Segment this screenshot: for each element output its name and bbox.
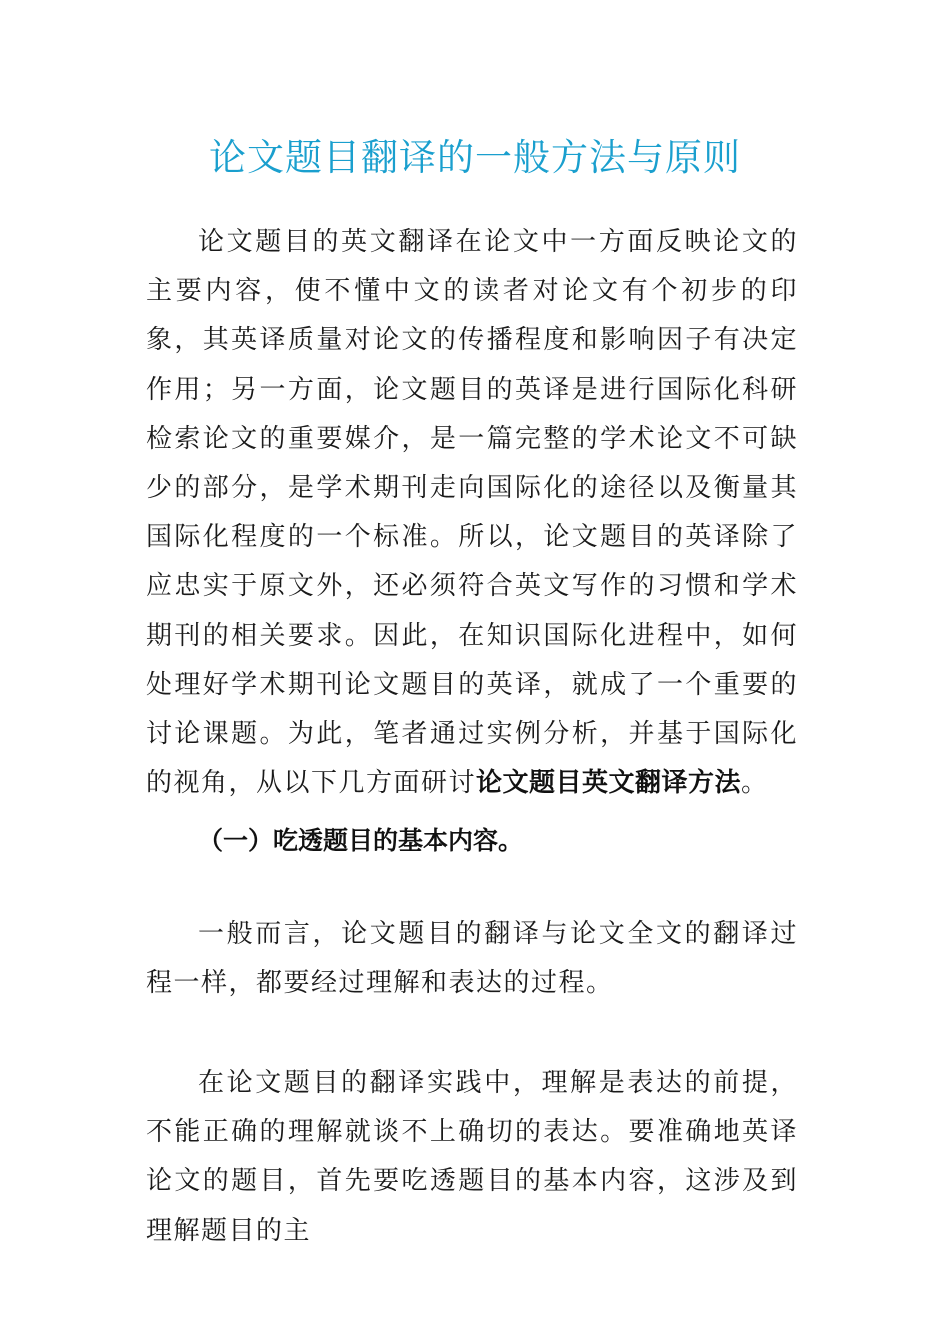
document-title: 论文题目翻译的一般方法与原则 [209,136,741,179]
paragraph-general: 一般而言，论文题目的翻译与论文全文的翻译过程一样，都要经过理解和表达的过程。 [146,919,798,999]
intro-paragraph-end: 。 [741,768,769,799]
intro-paragraph [146,218,798,808]
intro-paragraph-bold-text: 论文题目英文翻译方法 [476,768,742,799]
intro-paragraph-text: 论文题目的英文翻译在论文中一方面反映论文的主要内容，使不懂中文的读者对论文有个初步的印象，其英译质量对论文的传播程度和影响因子有决定作用；另一方面，论文题目的英译是进行国际化科研检索论文的重要媒介，是一篇完整的学术论文不可缺少的部分，是学术期刊走向国际化的途径以及衡量其国际化程度的一个标准。所以，论文题目的英译除了应忠实于原文外，还必须符合英文写作的习惯和学术期刊的相关要求。因此，在知识国际化进程中，如何处理好学术期刊论文题目的英译，就成了一个重要的讨论课题。为此，笔者通过实例分析，并基于国际化的视角，从以下几方面研讨 [146,227,798,799]
section-heading: （一）吃透题目的基本内容。 [198,826,524,855]
paragraph-understanding: 在论文题目的翻译实践中，理解是表达的前提，不能正确的理解就谈不上确切的表达。要准确地英译论文的题目，首先要吃透题目的基本内容，这涉及到理解题目的主 [146,1068,798,1246]
